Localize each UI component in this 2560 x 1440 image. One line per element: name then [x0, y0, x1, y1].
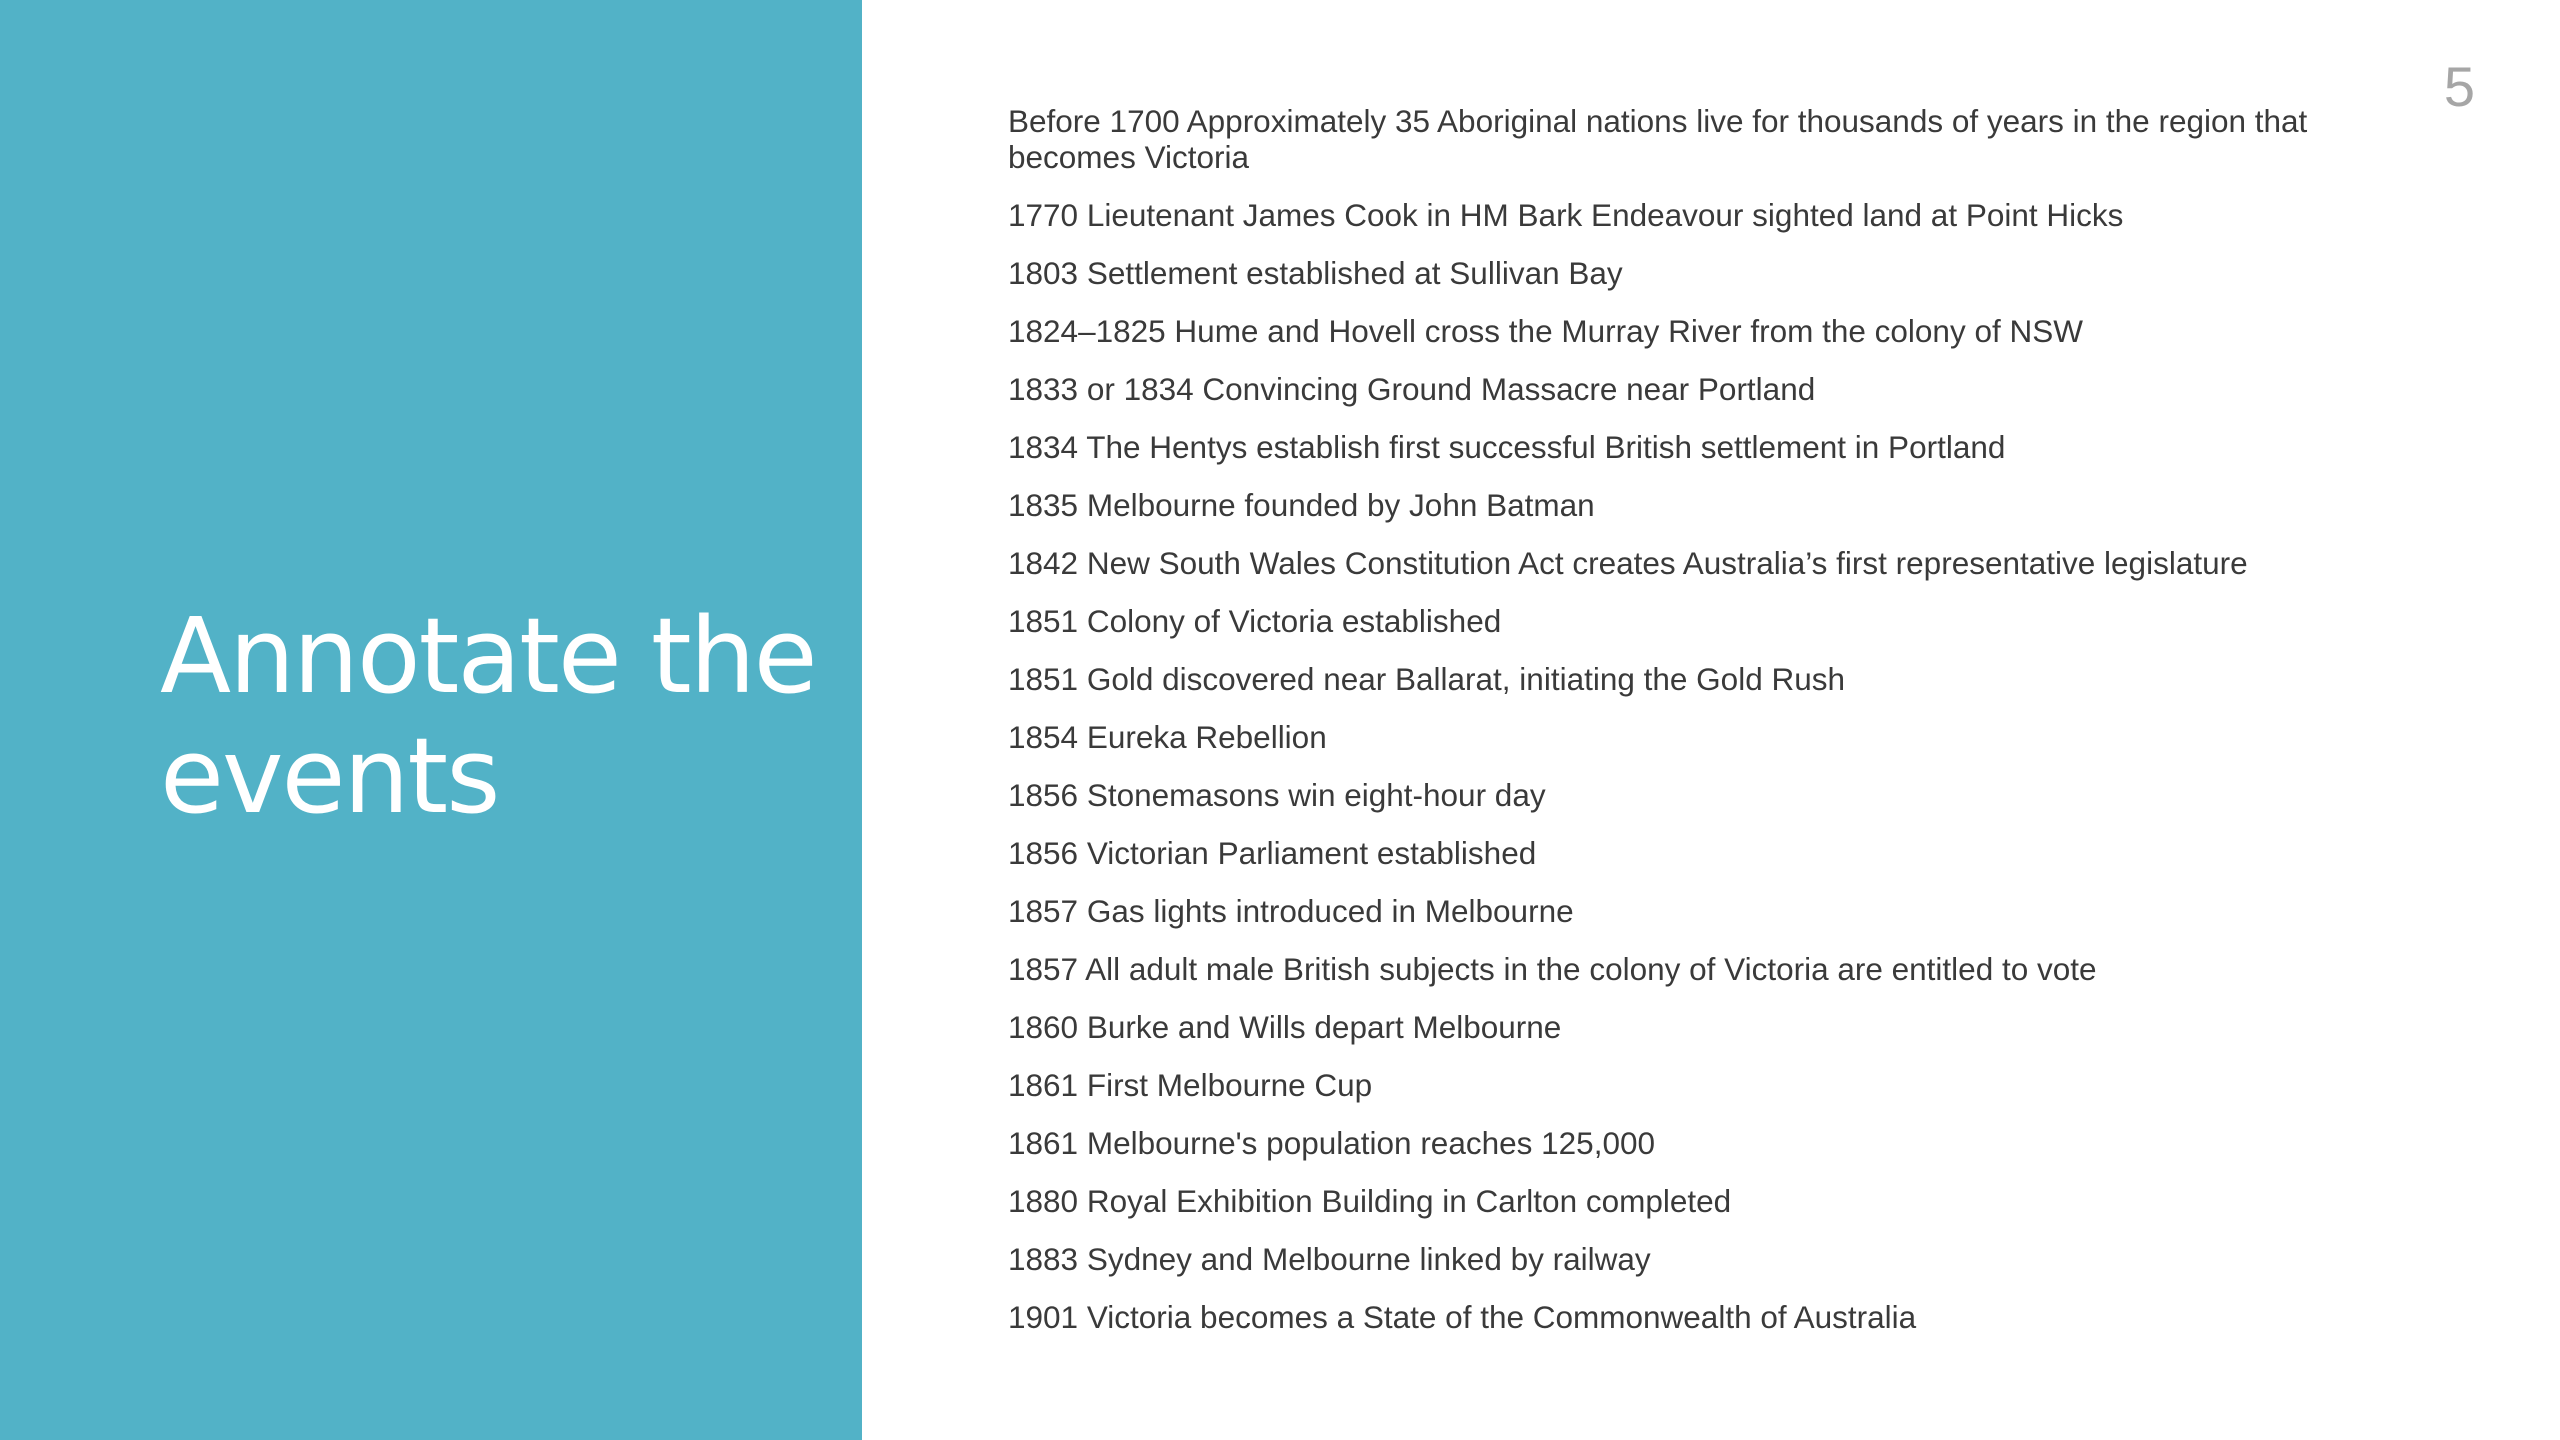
event-timeline — [1008, 103, 2408, 1357]
timeline-event: 1861 Melbourne's population reaches 125,000 — [1008, 1125, 1655, 1161]
timeline-event: 1803 Settlement established at Sullivan Bay — [1008, 255, 1623, 291]
timeline-event: 1883 Sydney and Melbourne linked by railway — [1008, 1241, 1651, 1277]
timeline-event: Before 1700 Approximately 35 Aboriginal nations live for thousands of years in the region that becomes Victoria — [1008, 103, 2308, 175]
timeline-event: 1851 Gold discovered near Ballarat, initiating the Gold Rush — [1008, 661, 1845, 697]
timeline-event: 1856 Victorian Parliament established — [1008, 835, 1537, 871]
slide-number: 5 — [2443, 55, 2475, 118]
timeline-event: 1835 Melbourne founded by John Batman — [1008, 487, 1595, 523]
timeline-event: 1842 New South Wales Constitution Act creates Australia’s first representative legislature — [1008, 545, 2248, 581]
timeline-event: 1770 Lieutenant James Cook in HM Bark Endeavour sighted land at Point Hicks — [1008, 197, 2124, 233]
timeline-event: 1824–1825 Hume and Hovell cross the Murray River from the colony of NSW — [1008, 313, 2083, 349]
timeline-event: 1901 Victoria becomes a State of the Commonwealth of Australia — [1008, 1299, 1917, 1335]
slide-title: Annotate the events — [160, 595, 816, 837]
timeline-event: 1833 or 1834 Convincing Ground Massacre near Portland — [1008, 371, 1816, 407]
timeline-event: 1856 Stonemasons win eight-hour day — [1008, 777, 1546, 813]
timeline-event: 1854 Eureka Rebellion — [1008, 719, 1327, 755]
timeline-event: 1834 The Hentys establish first successful British settlement in Portland — [1008, 429, 2006, 465]
timeline-event: 1857 Gas lights introduced in Melbourne — [1008, 893, 1574, 929]
timeline-event: 1851 Colony of Victoria established — [1008, 603, 1502, 639]
timeline-event: 1860 Burke and Wills depart Melbourne — [1008, 1009, 1562, 1045]
timeline-event: 1861 First Melbourne Cup — [1008, 1067, 1373, 1103]
timeline-event: 1880 Royal Exhibition Building in Carlton completed — [1008, 1183, 1732, 1219]
timeline-event: 1857 All adult male British subjects in the colony of Victoria are entitled to vote — [1008, 951, 2097, 987]
title-panel — [0, 0, 862, 1440]
